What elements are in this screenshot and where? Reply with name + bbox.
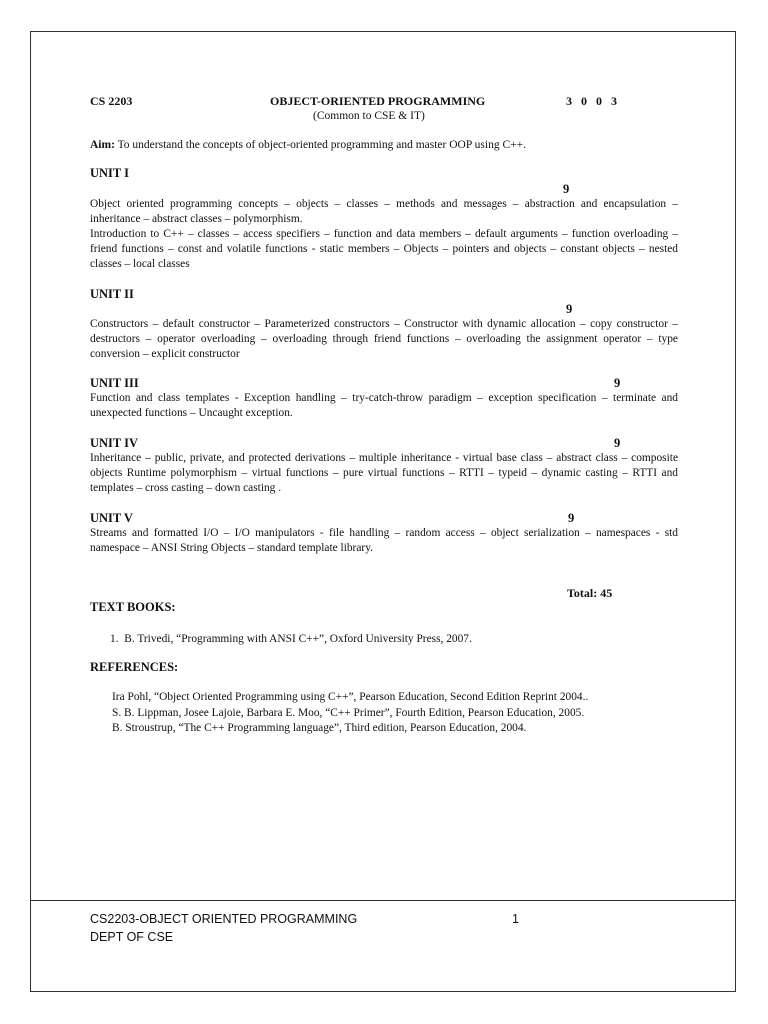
unit-1-body [90, 197, 678, 272]
unit-3-body [90, 391, 678, 421]
unit-2-paragraph: Constructors – default constructor – Parameterized constructors – Constructor with dynamic allocation – copy constructor – destructors – operator overloading – overloading through friend functions – overloading the assignment operator – type conversion – explicit constructor [90, 318, 678, 360]
unit-2-title: UNIT II [90, 287, 134, 301]
page-border [30, 31, 736, 992]
course-credits: 3 0 0 3 [566, 94, 620, 108]
reference-item: S. B. Lippman, Josee Lajoie, Barbara E. Moo, “C++ Primer”, Fourth Edition, Pearson Education, 2005. [112, 707, 585, 719]
unit-2-body [90, 317, 678, 362]
unit-4-body [90, 451, 678, 496]
unit-4-hours: 9 [614, 436, 621, 450]
unit-5-body [90, 526, 678, 556]
unit-3-title: UNIT III [90, 376, 139, 390]
unit-2-hours: 9 [566, 302, 573, 316]
text-books-heading: TEXT BOOKS: [90, 600, 176, 614]
aim-line [90, 138, 526, 153]
aim-label: Aim: [90, 139, 115, 151]
references-heading: REFERENCES: [90, 660, 179, 674]
unit-5-paragraph: Streams and formatted I/O – I/O manipulators - file handling – random access – object serialization – namespaces - std namespace – ANSI String Objects – standard template library. [90, 527, 678, 554]
footer-rule [30, 900, 736, 901]
unit-1-paragraph: Object oriented programming concepts – objects – classes – methods and messages – abstraction and encapsulation – inheritance – abstract classes – polymorphism. [90, 198, 678, 225]
course-subtitle: (Common to CSE & IT) [313, 110, 425, 122]
footer-course-line: CS2203-OBJECT ORIENTED PROGRAMMING [90, 912, 358, 926]
unit-5-hours: 9 [568, 511, 575, 525]
footer-department: DEPT OF CSE [90, 930, 174, 944]
reference-item: Ira Pohl, “Object Oriented Programming using C++”, Pearson Education, Second Edition Reprint 2004.. [112, 691, 589, 703]
course-title: OBJECT-ORIENTED PROGRAMMING [270, 94, 486, 108]
unit-4-title: UNIT IV [90, 436, 139, 450]
footer-page-number: 1 [512, 912, 519, 926]
unit-3-paragraph: Function and class templates - Exception handling – try-catch-throw paradigm – exception specification – terminate and unexpected functions – Uncaught exception. [90, 392, 678, 419]
unit-1-title: UNIT I [90, 166, 130, 180]
reference-item: B. Stroustrup, “The C++ Programming language”, Third edition, Pearson Education, 2004. [112, 722, 527, 734]
unit-3-hours: 9 [614, 376, 621, 390]
unit-1-hours: 9 [563, 182, 570, 196]
course-code: CS 2203 [90, 94, 133, 108]
unit-4-paragraph: Inheritance – public, private, and protected derivations – multiple inheritance - virtual base class – abstract class – composite objects Runtime polymorphism – virtual functions – pure virtual functions – RTTI – typeid – dynamic casting – RTTI and templates – cross casting – down casting . [90, 452, 678, 494]
unit-1-paragraph: Introduction to C++ – classes – access specifiers – function and data members – default arguments – function overloading – friend functions – const and volatile functions - static members – Objects – pointers and objects – constant objects – nested classes – local classes [90, 228, 678, 270]
text-book-item: 1. B. Trivedi, “Programming with ANSI C++”, Oxford University Press, 2007. [110, 633, 472, 645]
aim-text: To understand the concepts of object-oriented programming and master OOP using C++. [114, 139, 526, 151]
total-hours: Total: 45 [567, 586, 613, 600]
unit-5-title: UNIT V [90, 511, 133, 525]
